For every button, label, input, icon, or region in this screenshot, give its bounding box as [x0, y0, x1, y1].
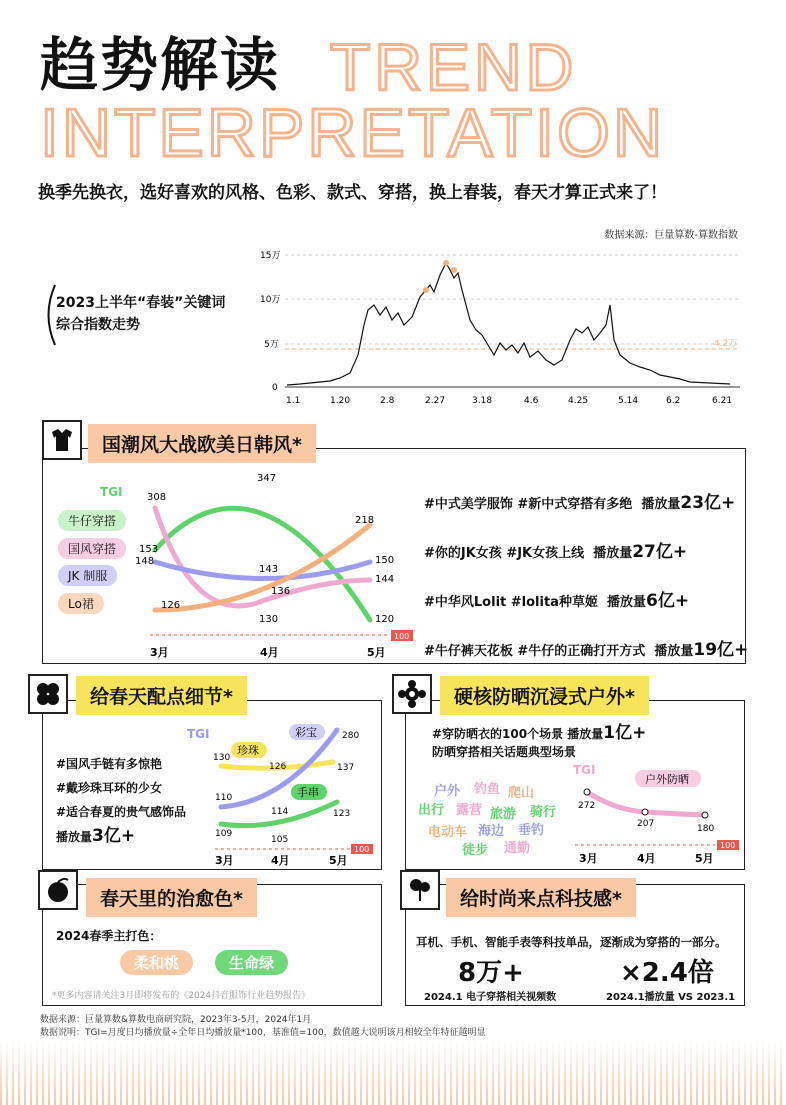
play-label: 播放量 — [56, 830, 93, 844]
scene-word: 海边 — [478, 824, 505, 839]
month-label: 3月 — [579, 852, 598, 865]
tgi-label: TGI — [100, 485, 123, 499]
month-label: 3月 — [150, 646, 169, 659]
title-interpretation: INTERPRETATION — [40, 95, 666, 171]
hashtag-row — [424, 586, 748, 611]
peak-dot — [423, 287, 429, 293]
color-label: 2024春季主打色： — [56, 929, 162, 943]
bracket-icon — [40, 280, 60, 350]
footer-source: 数据来源：巨量算数&算数电商研究院，2023年3-5月，2024年1月 — [40, 1015, 312, 1025]
data-label: 105 — [271, 835, 289, 845]
main-chart-label-line1: 2023上半年“春装”关键词 — [56, 295, 226, 311]
data-label: 153 — [139, 544, 159, 555]
play-label: 播放量 — [593, 546, 633, 561]
ref-label: 4.2万 — [714, 339, 738, 349]
sunscreen-line1 — [432, 724, 646, 743]
y-tick: 0 — [272, 383, 278, 393]
section-title: 给春天配点细节* — [76, 676, 247, 715]
sunscreen-info — [432, 724, 646, 761]
data-label: 137 — [337, 763, 355, 773]
data-label: 144 — [375, 574, 395, 585]
data-label: 272 — [578, 801, 596, 811]
decorative-stripes — [0, 1038, 786, 1105]
detail-item: #戴珍珠耳环的少女 — [56, 781, 163, 795]
data-label: 120 — [375, 614, 395, 625]
series-tag: 珍珠 — [237, 744, 259, 757]
x-tick: 4.6 — [524, 396, 539, 406]
hanfu-icon — [42, 420, 82, 460]
month-label: 4月 — [271, 854, 290, 867]
x-tick: 6.2 — [666, 396, 681, 406]
data-label: 126 — [269, 762, 287, 772]
tgi-chart-2 — [187, 722, 380, 870]
data-point — [642, 809, 648, 815]
play-label: 播放量 — [607, 595, 647, 610]
scene-word: 户外 — [434, 784, 461, 799]
data-label: 218 — [355, 515, 375, 526]
ref-value: 100 — [394, 632, 410, 641]
data-point — [702, 812, 708, 818]
legend-item: Lo裙 — [58, 593, 104, 614]
main-chart-label-line2: 综合指数走势 — [56, 317, 140, 333]
data-label: 207 — [637, 819, 655, 829]
data-label: 347 — [257, 473, 277, 484]
data-label: 148 — [135, 556, 155, 567]
scene-word: 电动车 — [428, 825, 468, 840]
stat-videos: 8万+ — [458, 958, 524, 988]
month-axis — [215, 854, 348, 867]
x-ticks — [286, 396, 732, 406]
scene-word: 出行 — [418, 803, 445, 818]
month-axis — [579, 852, 714, 865]
data-label: 150 — [375, 555, 395, 566]
tgi-label: TGI — [573, 763, 596, 777]
x-tick: 5.14 — [618, 396, 639, 406]
section-title: 给时尚来点科技感* — [446, 878, 636, 917]
tgi-chart-1 — [135, 470, 415, 660]
hashtag-text: #中式美学服饰 #新中式穿搭有多绝 — [424, 497, 633, 512]
play-count: 1亿+ — [603, 723, 647, 743]
data-label: 126 — [161, 600, 181, 611]
scene-word: 露营 — [456, 803, 483, 818]
peak-dot — [443, 260, 449, 266]
series-tag: 手串 — [297, 786, 319, 799]
play-count: 6亿+ — [646, 591, 690, 611]
main-chart-label — [56, 292, 225, 336]
ref-value: 100 — [720, 841, 736, 850]
x-tick: 6.21 — [712, 396, 733, 406]
scene-word: 垂钓 — [518, 823, 545, 838]
sun-icon — [392, 674, 432, 714]
series-tag: 户外防晒 — [645, 773, 689, 786]
gridlines — [285, 255, 740, 387]
scene-word: 通勤 — [504, 841, 531, 856]
month-label: 5月 — [329, 854, 348, 867]
detail-list — [56, 752, 186, 849]
main-line-chart — [250, 245, 750, 410]
data-label: 123 — [333, 809, 351, 819]
detail-item: #国风手链有多惊艳 — [56, 757, 163, 771]
scene-word: 徒步 — [462, 843, 489, 858]
x-tick: 2.8 — [380, 396, 395, 406]
month-label: 5月 — [695, 852, 714, 865]
month-label: 5月 — [367, 646, 386, 659]
play-label: 播放量 — [641, 497, 681, 512]
data-label: 143 — [259, 564, 279, 575]
scene-word: 旅游 — [490, 807, 517, 822]
data-point — [584, 789, 590, 795]
hashtag-row — [424, 635, 748, 660]
tgi-chart-3 — [565, 760, 743, 870]
hashtag-text: #牛仔裤天花板 #牛仔的正确打开方式 — [424, 644, 646, 659]
month-label: 4月 — [637, 852, 656, 865]
data-labels — [578, 801, 714, 834]
detail-item: #适合春夏的贵气感饰品 — [56, 805, 187, 819]
hashtag-text: #你的JK女孩 #JK女孩上线 — [424, 546, 585, 561]
month-label: 4月 — [260, 646, 279, 659]
sunscreen-line2: 防晒穿搭相关话题典型场景 — [432, 745, 577, 759]
stat-growth-caption: 2024.1播放量 VS 2023.1 — [606, 992, 736, 1003]
hashtag-row — [424, 488, 748, 513]
month-axis — [150, 646, 386, 659]
play-count: 27亿+ — [632, 542, 688, 562]
color-chip-peach: 柔和桃 — [120, 950, 193, 975]
hashtag-row — [424, 537, 748, 562]
data-label: 130 — [259, 614, 279, 625]
title-trend: TREND — [330, 30, 578, 104]
play-count: 23亿+ — [680, 493, 736, 513]
data-label: 110 — [215, 793, 233, 803]
play-count: 19亿+ — [693, 640, 749, 660]
flower-icon — [28, 674, 68, 714]
data-label: 109 — [215, 829, 233, 839]
footer-note: 数据说明：TGI=月度日均播放量÷全年日均播放量*100，基准值=100，数值越大说明该月相较全年特征越明显 — [40, 1028, 486, 1038]
stat-growth: ×2.4倍 — [620, 958, 714, 988]
subtitle: 换季先换衣，选好喜欢的风格、色彩、款式、穿搭，换上春装，春天才算正式来了！ — [38, 183, 667, 203]
tree-icon — [400, 870, 440, 910]
series-line — [287, 263, 730, 385]
legend-item: 牛仔穿搭 — [58, 510, 126, 531]
data-label: 130 — [213, 753, 231, 763]
color-chip-green: 生命绿 — [215, 950, 288, 975]
hashtag-list — [424, 488, 748, 660]
peach-icon — [38, 870, 78, 910]
section-title: 国潮风大战欧美日韩风* — [88, 424, 316, 463]
x-tick: 3.18 — [472, 396, 493, 406]
section-title: 春天里的治愈色* — [86, 878, 257, 917]
tgi-label: TGI — [187, 727, 210, 741]
report-note: *更多内容请关注3月即将发布的《2024抖音服饰行业趋势报告》 — [52, 991, 311, 1001]
data-label: 180 — [697, 824, 715, 834]
legend-item: JK 制服 — [58, 565, 117, 586]
scene-word: 钓鱼 — [474, 782, 501, 797]
scene-word: 骑行 — [530, 805, 557, 820]
data-label: 136 — [271, 586, 291, 597]
scene-word: 爬山 — [508, 786, 535, 801]
y-tick: 10万 — [260, 295, 281, 305]
data-label: 308 — [147, 492, 167, 503]
x-tick: 2.27 — [425, 396, 446, 406]
ref-value: 100 — [354, 845, 370, 854]
y-tick: 15万 — [260, 251, 281, 261]
page-title: 趋势解读 — [40, 31, 281, 99]
peak-dot — [451, 267, 457, 273]
play-label: 播放量 — [654, 644, 694, 659]
data-label: 280 — [342, 731, 360, 741]
series-tag: 彩宝 — [295, 726, 317, 739]
data-source: 数据来源：巨量算数-算数指数 — [604, 230, 738, 241]
data-label: 114 — [271, 807, 289, 817]
x-tick: 4.25 — [568, 396, 589, 406]
stat-videos-caption: 2024.1 电子穿搭相关视频数 — [424, 992, 557, 1003]
play-count: 3亿+ — [92, 826, 136, 846]
detail-play — [56, 824, 186, 849]
legend-item: 国风穿搭 — [58, 538, 126, 559]
y-tick: 5万 — [264, 340, 279, 350]
section-title: 硬核防晒沉浸式户外* — [440, 676, 649, 715]
month-label: 3月 — [215, 854, 234, 867]
tech-desc: 耳机、手机、智能手表等科技单品，逐渐成为穿搭的一部分。 — [416, 935, 727, 949]
hashtag-text: #中华风Lolit #lolita种草姬 — [424, 595, 598, 610]
x-tick: 1.1 — [286, 396, 301, 406]
x-tick: 1.20 — [330, 396, 351, 406]
sunscreen-tag: #穿防晒衣的100个场景 播放量 — [432, 727, 604, 741]
